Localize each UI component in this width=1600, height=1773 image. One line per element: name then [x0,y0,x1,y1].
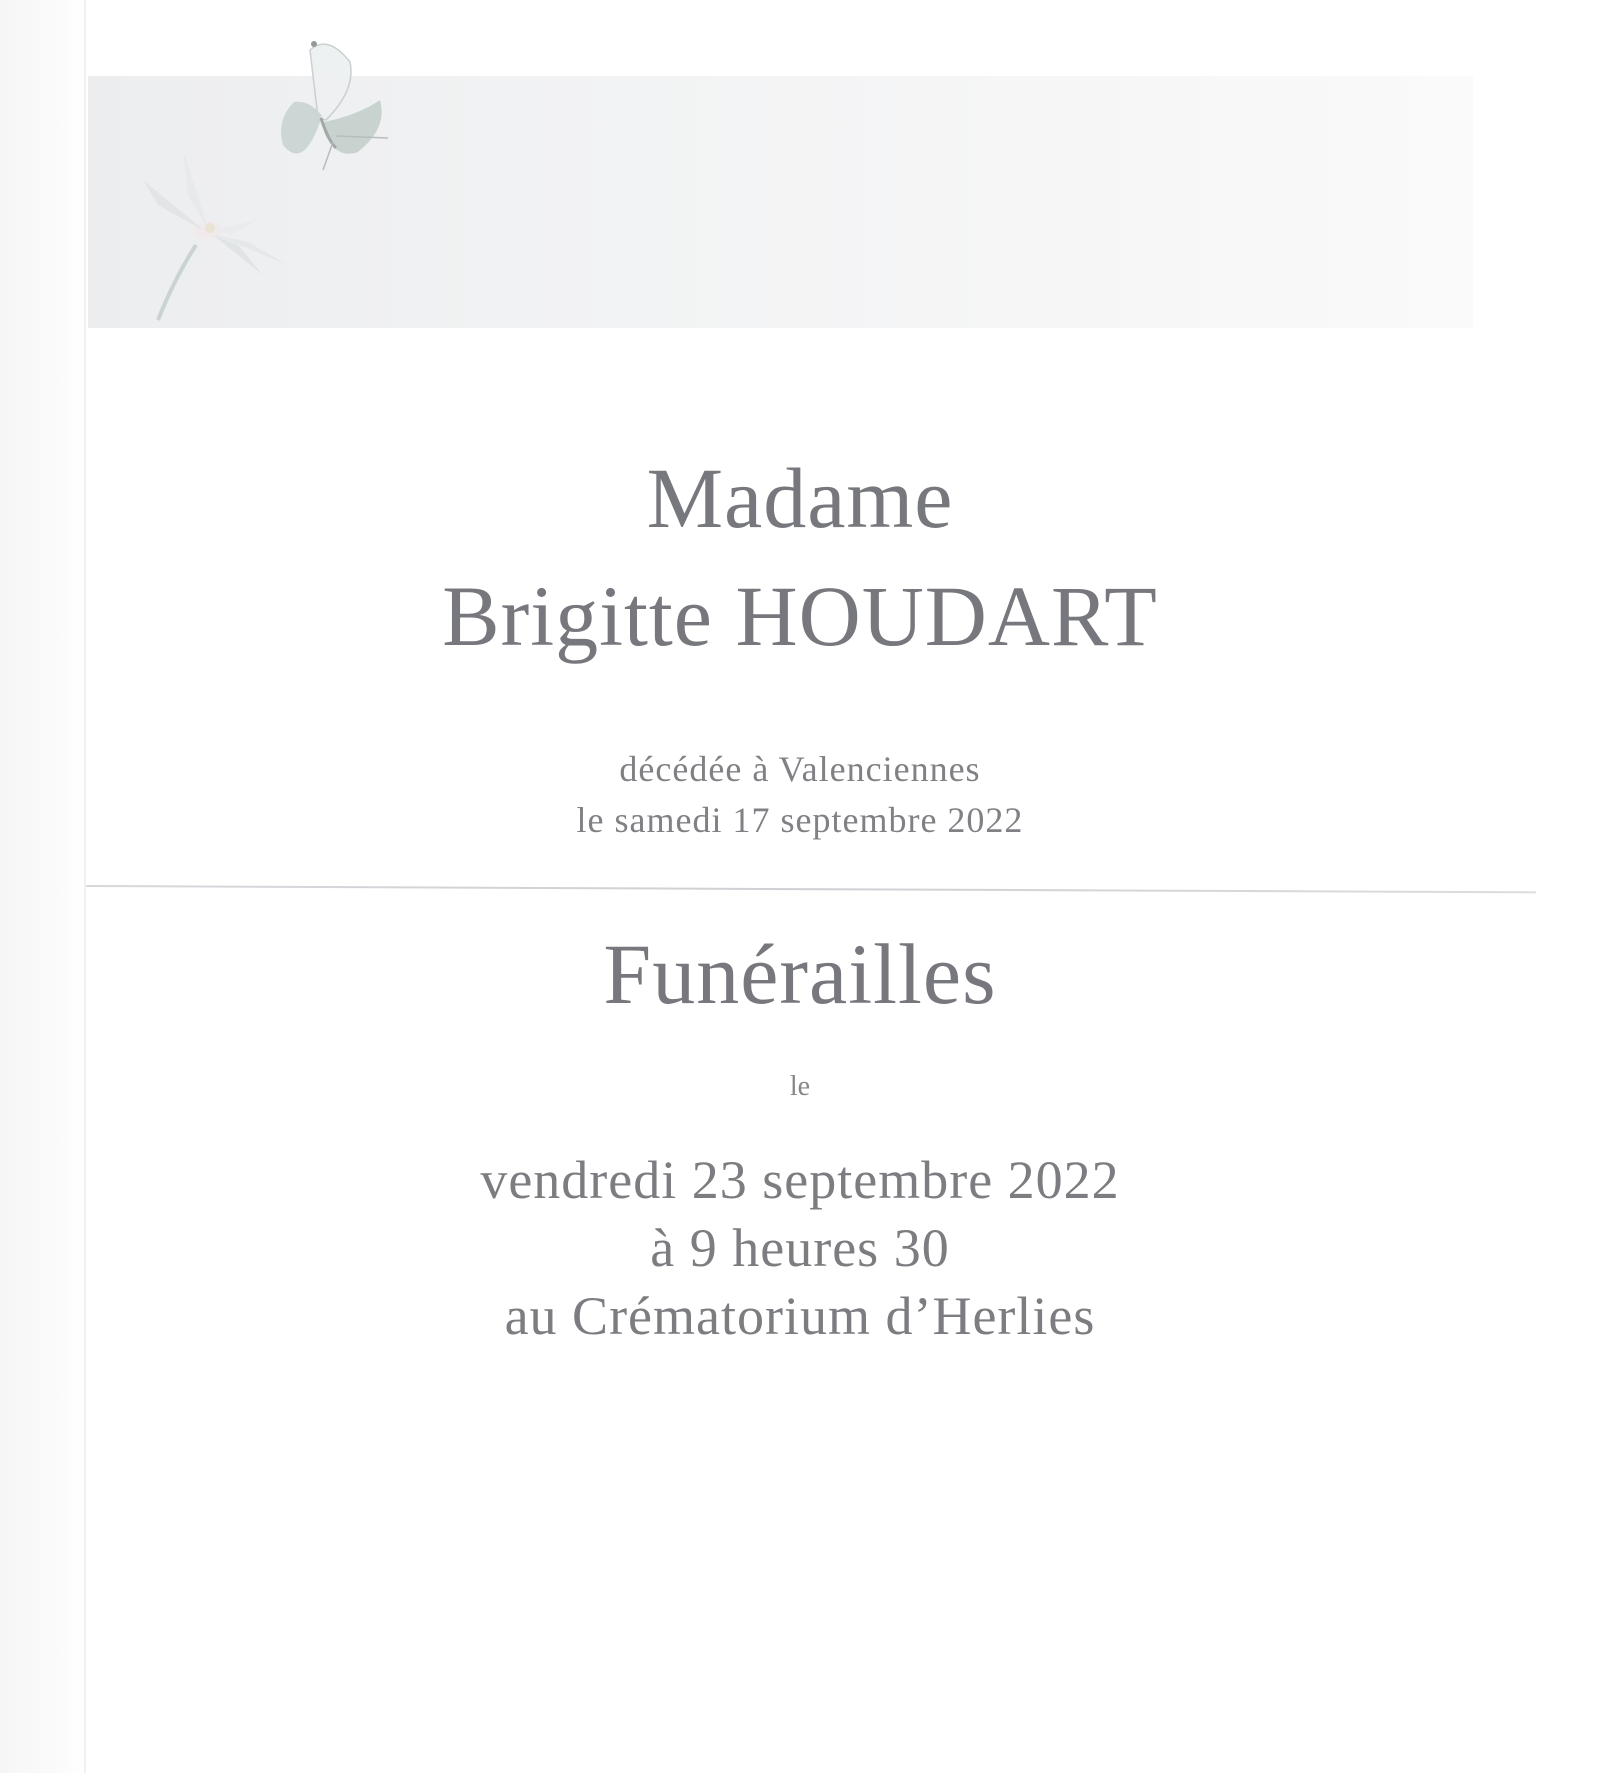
section-divider [86,885,1536,893]
funeral-time: à 9 heures 30 [650,1218,950,1278]
header-decoration [88,20,488,340]
funeral-date: vendredi 23 septembre 2022 [480,1150,1120,1210]
funeral-place: au Crématorium d’Herlies [504,1286,1096,1346]
deceased-name: Brigitte HOUDART [442,568,1158,664]
funeral-preposition: le [789,1071,811,1102]
butterfly-icon [281,41,388,170]
honorific: Madame [646,450,954,546]
daisy-flower-icon [143,150,288,320]
funeral-heading: Funérailles [603,926,997,1022]
death-date: le samedi 17 septembre 2022 [576,800,1024,840]
scan-edge [0,0,84,1773]
death-place: décédée à Valenciennes [619,749,981,789]
